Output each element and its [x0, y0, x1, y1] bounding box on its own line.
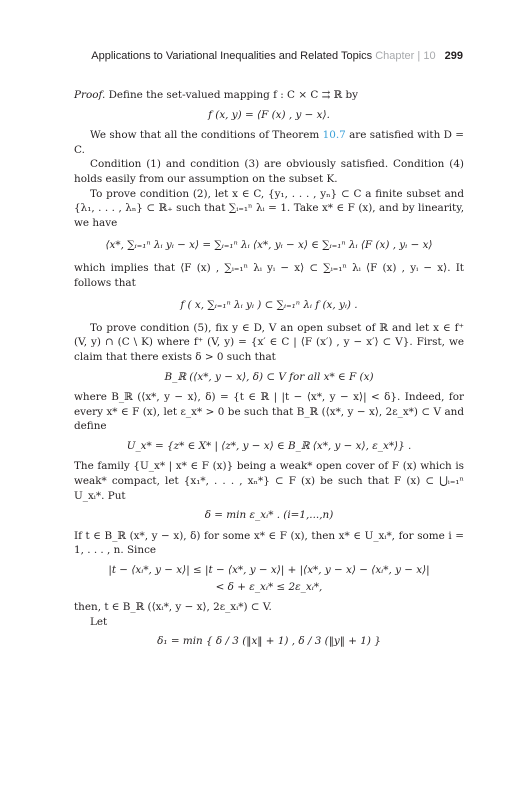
page-number: 299	[444, 50, 463, 62]
paragraph-theorem-text: We show that all the conditions of Theorem	[90, 129, 323, 142]
running-header	[91, 50, 463, 62]
paragraph-theorem-tail: are satisfied with D = C.	[74, 129, 464, 156]
paragraph-conditions: Condition (1) and condition (3) are obviously satisfied. Condition (4) holds easily from our assumption on the subset K.	[74, 158, 464, 185]
equation-triangle-2: < δ + ε_xᵢ* ≤ 2ε_xᵢ*,	[215, 580, 323, 593]
equation-u-set: U_x* = {z* ∈ X* | ⟨z*, y − x⟩ ∈ B_ℝ ⟨x*, y − x⟩, ε_x*⟩} .	[126, 439, 412, 452]
paragraph-then: then, t ∈ B_ℝ (⟨xᵢ*, y − x⟩, 2ε_xᵢ*) ⊂ V.	[74, 601, 272, 614]
paragraph-condition-2: To prove condition (2), let x ∈ C, {y₁, . . . , yₙ} ⊂ C a finite subset and {λ₁, . . . , λₙ} ⊂ ℝ₊ such that ∑ᵢ₌₁ⁿ λᵢ = 1. Take x* ∈ F (x), and by linearity, we have	[74, 187, 464, 229]
paragraph-since: If t ∈ B_ℝ (x*, y − x), δ) for some x* ∈ F (x), then x* ∈ U_xᵢ*, for some i = 1, . . . , n. Since	[74, 529, 464, 557]
paragraph-cover: The family {U_x* | x* ∈ F (x)} being a weak* open cover of F (x) which is weak* compact, let {x₁*, . . . , xₙ*} ⊂ F (x) be such that F (x) ⊂ ⋃ᵢ₌₁ⁿ U_xᵢ*. Put	[74, 460, 464, 502]
proof-intro	[74, 88, 464, 103]
paragraph-condition-5: To prove condition (5), fix y ∈ D, V an open subset of ℝ and let x ∈ f⁺ (V, y) ∩ (C \ K) where f⁺ (V, y) = {x′ ∈ C | ⟨F (x′) , y − x′⟩ ⊂ V}. First, we claim that there exists δ > 0 such that	[74, 321, 464, 363]
theorem-link[interactable]: 10.7	[322, 129, 346, 142]
page-body	[74, 88, 464, 655]
paragraph-implies: which implies that ⟨F (x) , ∑ᵢ₌₁ⁿ λᵢ yᵢ − x⟩ ⊂ ∑ᵢ₌₁ⁿ λᵢ ⟨F (x) , yᵢ − x⟩. It follows that	[74, 261, 464, 289]
equation-triangle-1: |t − ⟨xᵢ*, y − x⟩| ≤ |t − ⟨x*, y − x⟩| + |⟨x*, y − x⟩ − ⟨xᵢ*, y − x⟩|	[108, 564, 430, 577]
paragraph-let: Let	[90, 615, 108, 628]
running-title: Applications to Variational Inequalities and Related Topics	[91, 50, 373, 62]
header-separator: |	[417, 50, 421, 62]
equation-delta-min: δ = min ε_xᵢ* . (i=1,...,n)	[204, 509, 334, 522]
equation-convexity: f ( x, ∑ᵢ₌₁ⁿ λᵢ yᵢ ) ⊂ ∑ᵢ₌₁ⁿ λᵢ f (x, yᵢ) .	[180, 299, 358, 312]
proof-label: Proof.	[74, 89, 106, 101]
equation-definition: f (x, y) = ⟨F (x) , y − x⟩.	[208, 108, 330, 121]
proof-intro-text: Define the set-valued mapping f : C × C ⇉ ℝ by	[108, 89, 359, 101]
equation-delta-1: δ₁ = min { δ / 3 (‖x‖ + 1) , δ / 3 (‖y‖ + 1) }	[157, 635, 381, 648]
chapter-label: Chapter	[375, 50, 415, 62]
equation-linearity: ⟨x*, ∑ᵢ₌₁ⁿ λᵢ yᵢ − x⟩ = ∑ᵢ₌₁ⁿ λᵢ ⟨x*, yᵢ − x⟩ ∈ ∑ᵢ₌₁ⁿ λᵢ ⟨F (x) , yᵢ − x⟩	[105, 239, 433, 252]
paragraph-theorem	[74, 128, 464, 157]
paragraph-ball-def: where B_ℝ (⟨x*, y − x⟩, δ) = {t ∈ ℝ | |t − ⟨x*, y − x⟩| < δ}. Indeed, for every x* ∈ F (x), let ε_x* > 0 be such that B_ℝ (⟨x*, y − x⟩, 2ε_x*) ⊂ V and define	[74, 391, 464, 433]
chapter-number: 10	[423, 50, 436, 62]
equation-ball: B_ℝ (⟨x*, y − x⟩, δ) ⊂ V for all x* ∈ F (x)	[164, 370, 374, 383]
